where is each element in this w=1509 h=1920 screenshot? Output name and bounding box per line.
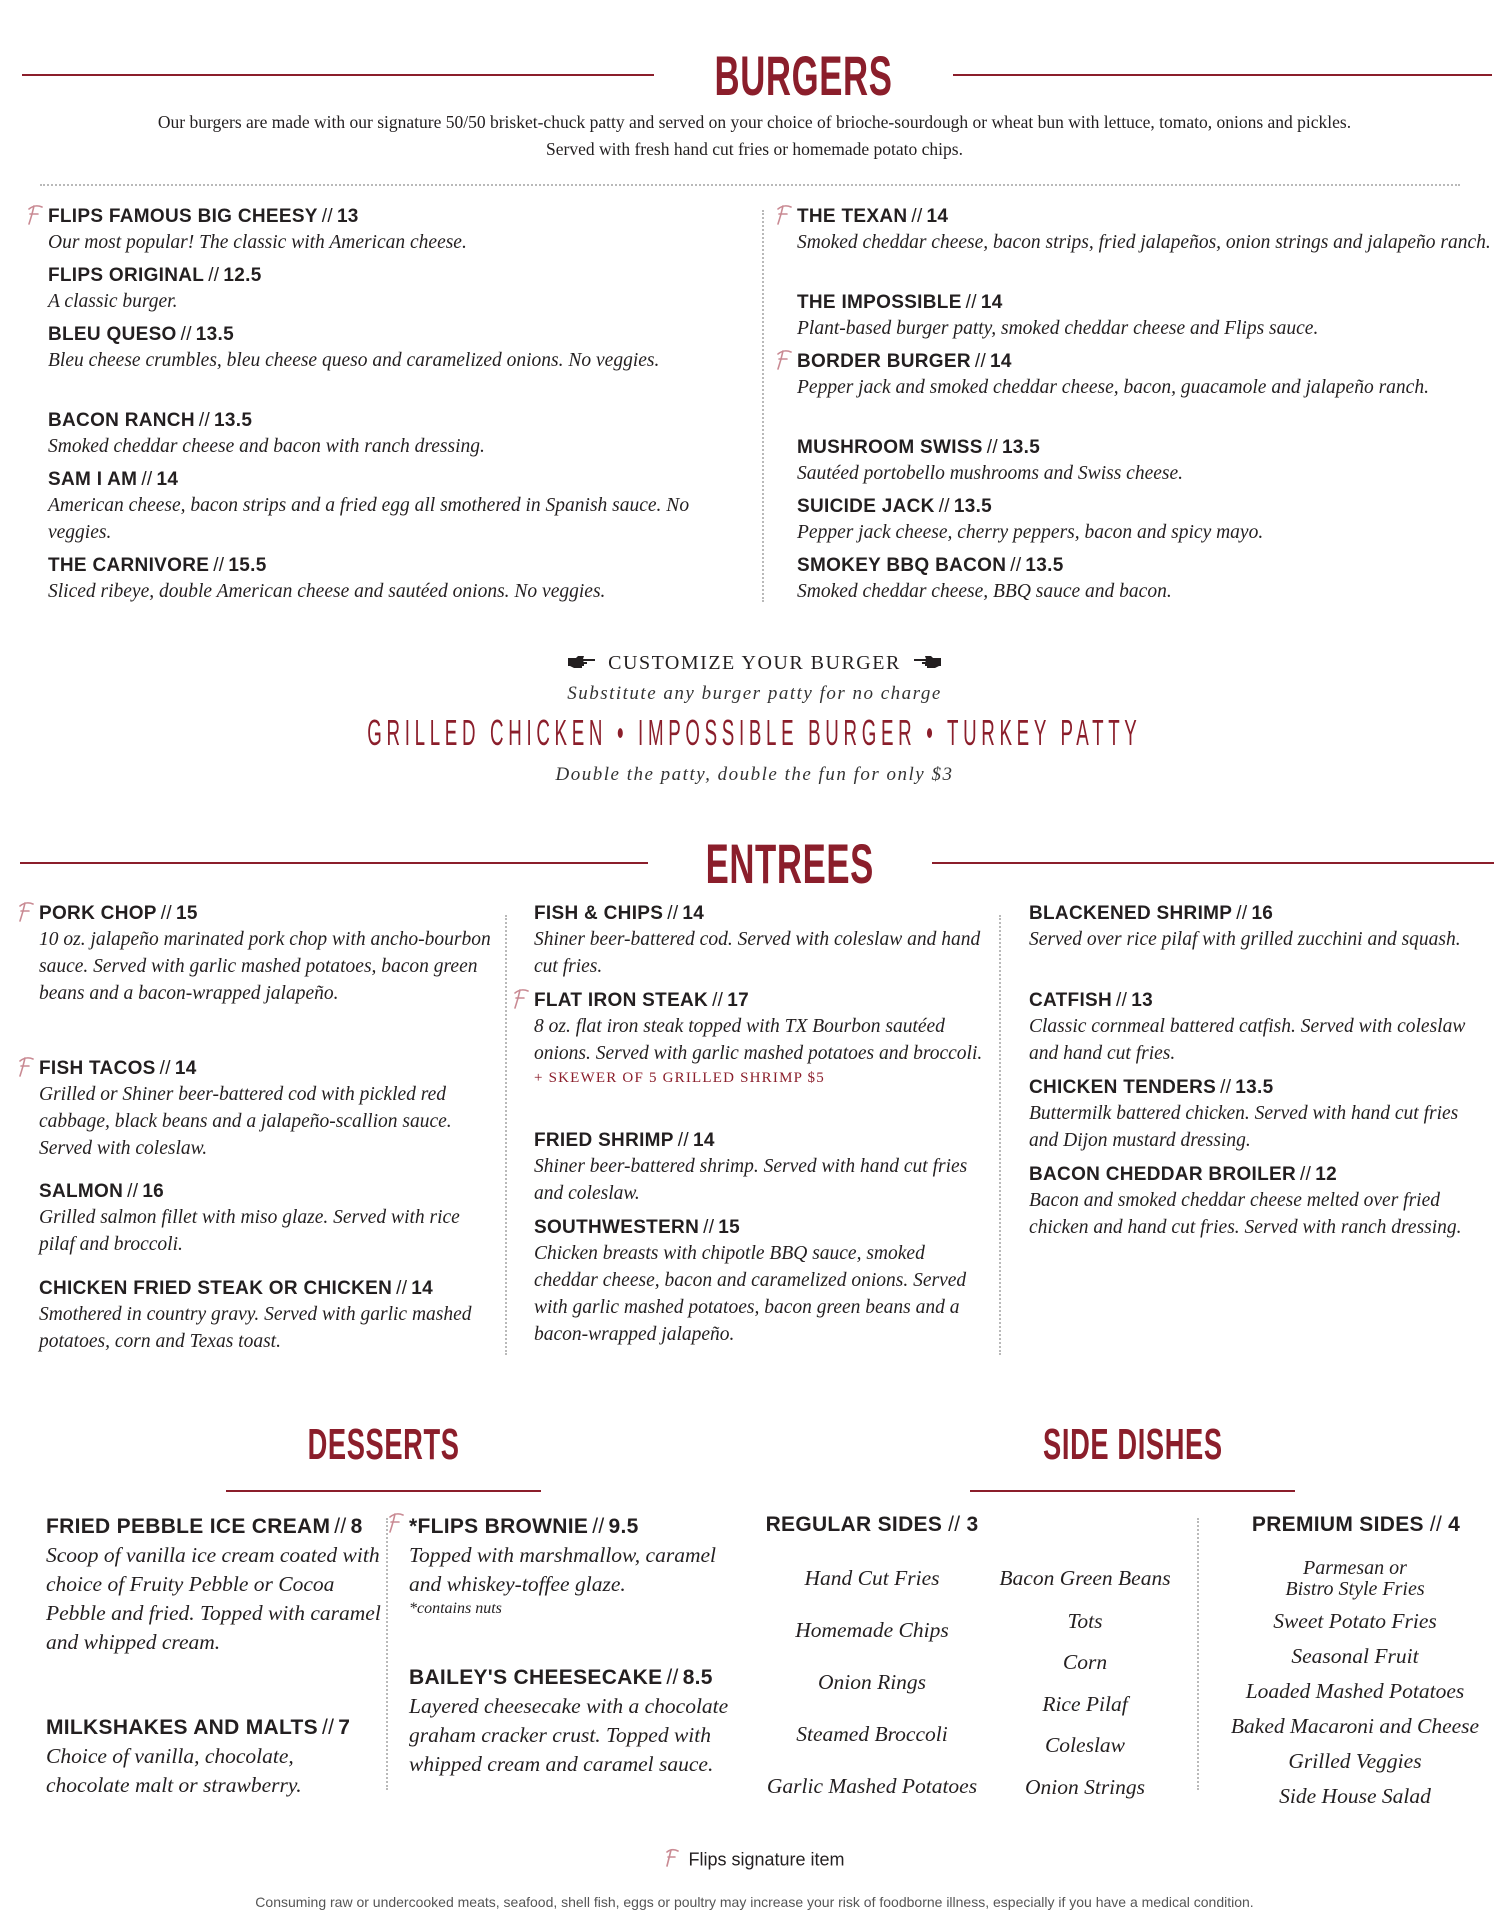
item-name: THE CARNIVORE xyxy=(48,555,210,576)
menu-item xyxy=(534,902,989,980)
item-price: 14 xyxy=(682,903,705,924)
item-title: FLAT IRON STEAK // 17 xyxy=(534,990,749,1011)
item-description: Scoop of vanilla ice cream coated with choice of Fruity Pebble or Cocoa Pebble and fried. Topped with caramel and whipped cream. xyxy=(46,1543,381,1654)
item-price: 15 xyxy=(175,903,198,924)
menu-item xyxy=(48,554,743,605)
item-description: Layered cheesecake with a chocolate graham cracker crust. Topped with whipped cream and caramel sauce. xyxy=(409,1694,729,1776)
menu-item xyxy=(48,205,743,256)
burgers-intro-line1: Our burgers are made with our signature 50/50 brisket-chuck patty and served on your choice of brioche-sourdough or wheat bun with lettuce, tomato, onions and pickles. xyxy=(157,112,1352,132)
premium-side-item: Bistro Style Fries xyxy=(1285,1578,1425,1600)
item-description: American cheese, bacon strips and a fried egg all smothered in Spanish sauce. No veggies. xyxy=(48,495,690,543)
legend-text: Flips signature item xyxy=(688,1849,845,1870)
item-description: Served over rice pilaf with grilled zucchini and squash. xyxy=(1029,929,1461,950)
item-description: Sliced ribeye, double American cheese and sautéed onions. No veggies. xyxy=(48,581,606,602)
side-item: Bacon Green Beans xyxy=(999,1566,1171,1590)
regular-sides-price: 3 xyxy=(966,1513,979,1536)
signature-item-icon xyxy=(387,1512,405,1534)
item-price: 17 xyxy=(727,990,749,1011)
item-price: 13.5 xyxy=(214,410,253,431)
item-description: A classic burger. xyxy=(48,291,178,312)
item-price: 12.5 xyxy=(223,265,262,286)
desserts-underline xyxy=(226,1490,541,1492)
customize-subtitle: Substitute any burger patty for no charge xyxy=(567,683,942,704)
disclaimer: Consuming raw or undercooked meats, seafood, shell fish, eggs or poultry may increase your risk of foodborne illness, especially if you have a medical condition. xyxy=(255,1894,1254,1910)
burgers-intro-line2: Served with fresh hand cut fries or homemade potato chips. xyxy=(546,139,963,159)
item-name: CATFISH xyxy=(1029,990,1113,1011)
item-price: 14 xyxy=(156,469,179,490)
item-price: 14 xyxy=(980,292,1003,313)
item-description: Pepper jack cheese, cherry peppers, bacon and spicy mayo. xyxy=(797,522,1264,543)
item-price: 13.5 xyxy=(1025,555,1064,576)
item-title: FRIED SHRIMP // 14 xyxy=(534,1130,715,1151)
item-description: Our most popular! The classic with American cheese. xyxy=(48,232,467,253)
item-description: Smoked cheddar cheese, BBQ sauce and bacon. xyxy=(797,581,1172,602)
item-price: 8 xyxy=(350,1515,363,1538)
pointing-hand-right-icon xyxy=(566,653,598,676)
item-title: SMOKEY BBQ BACON // 13.5 xyxy=(797,555,1064,576)
item-name: FISH & CHIPS xyxy=(534,903,664,924)
burgers-column-divider xyxy=(762,210,764,602)
menu-item xyxy=(46,1513,381,1657)
menu-item xyxy=(797,350,1492,401)
item-price: 13.5 xyxy=(195,324,234,345)
customize-heading xyxy=(0,652,1509,676)
signature-legend xyxy=(0,1848,1509,1873)
item-description: Shiner beer-battered cod. Served with coleslaw and hand cut fries. xyxy=(534,929,981,977)
item-title: CHICKEN FRIED STEAK OR CHICKEN // 14 xyxy=(39,1278,434,1299)
premium-side-item: Seasonal Fruit xyxy=(1291,1644,1419,1668)
item-title: BACON RANCH // 13.5 xyxy=(48,410,253,431)
entrees-title: ENTREES xyxy=(705,831,874,895)
item-name: SALMON xyxy=(39,1181,124,1202)
menu-item xyxy=(534,1216,989,1348)
item-description: Grilled salmon fillet with miso glaze. Served with rice pilaf and broccoli. xyxy=(39,1207,460,1255)
premium-side-item: Baked Macaroni and Cheese xyxy=(1230,1714,1480,1738)
item-name: FLAT IRON STEAK xyxy=(534,990,709,1011)
item-description: Buttermilk battered chicken. Served with hand cut fries and Dijon mustard dressing. xyxy=(1029,1103,1459,1151)
premium-side-item: Sweet Potato Fries xyxy=(1273,1609,1437,1633)
item-description: Smothered in country gravy. Served with garlic mashed potatoes, corn and Texas toast. xyxy=(39,1304,472,1352)
signature-item-icon xyxy=(775,349,793,371)
item-description: Plant-based burger patty, smoked cheddar cheese and Flips sauce. xyxy=(797,318,1319,339)
premium-side-item: Parmesan or xyxy=(1303,1557,1407,1579)
regular-sides-heading: REGULAR SIDES // 3 xyxy=(765,1513,979,1536)
menu-item xyxy=(48,323,743,374)
item-name: FLIPS FAMOUS BIG CHEESY xyxy=(48,206,318,227)
signature-icon xyxy=(664,1848,680,1873)
double-patty-note: Double the patty, double the fun for only $3 xyxy=(555,764,954,785)
item-title: SAM I AM // 14 xyxy=(48,469,179,490)
menu-item xyxy=(39,1180,494,1258)
side-item: Homemade Chips xyxy=(795,1618,949,1642)
item-description: 8 oz. flat iron steak topped with TX Bourbon sautéed onions. Served with garlic mashed potatoes and broccoli. xyxy=(534,1016,983,1064)
item-price: 14 xyxy=(990,351,1012,372)
item-name: BORDER BURGER xyxy=(797,351,971,372)
menu-item xyxy=(797,291,1492,342)
item-name: SUICIDE JACK xyxy=(797,496,935,517)
menu-item xyxy=(797,436,1492,487)
side-item: Onion Rings xyxy=(817,1670,927,1694)
menu-item xyxy=(39,1057,494,1162)
item-price: 13 xyxy=(1131,990,1153,1011)
menu-item xyxy=(48,409,743,460)
item-title: BORDER BURGER // 14 xyxy=(797,351,1012,372)
item-name: BACON RANCH xyxy=(48,410,195,431)
item-price: 14 xyxy=(692,1130,715,1151)
item-name: CHICKEN TENDERS xyxy=(1029,1077,1217,1098)
item-price: 15 xyxy=(718,1217,741,1238)
item-price: 13.5 xyxy=(1001,437,1041,458)
side-item: Hand Cut Fries xyxy=(804,1566,940,1590)
item-description: Chicken breasts with chipotle BBQ sauce, smoked cheddar cheese, bacon and caramelized onions. Served with garlic mashed potatoes, bacon green beans and a bacon-wrapped jalapeño. xyxy=(534,1243,967,1345)
item-title: BACON CHEDDAR BROILER // 12 xyxy=(1029,1164,1337,1185)
item-name: BLEU QUESO xyxy=(48,324,177,345)
patty-options: GRILLED CHICKEN • IMPOSSIBLE BURGER • TURKEY PATTY xyxy=(367,712,1142,753)
side-item: Corn xyxy=(1062,1650,1108,1674)
item-name: *FLIPS BROWNIE xyxy=(409,1515,589,1538)
item-addon: + SKEWER OF 5 GRILLED SHRIMP $5 xyxy=(534,1070,825,1086)
item-description: Choice of vanilla, chocolate, chocolate malt or strawberry. xyxy=(46,1744,302,1797)
premium-side-item: Side House Salad xyxy=(1279,1784,1431,1808)
item-name: SOUTHWESTERN xyxy=(534,1217,700,1238)
menu-item xyxy=(1029,902,1484,953)
item-description: Smoked cheddar cheese, bacon strips, fried jalapeños, onion strings and jalapeño ranch. xyxy=(797,232,1491,253)
header-rule-right xyxy=(953,74,1492,76)
item-name: BAILEY'S CHEESECAKE xyxy=(409,1666,663,1689)
signature-item-icon xyxy=(775,204,793,226)
menu-item xyxy=(409,1664,744,1779)
item-name: MUSHROOM SWISS xyxy=(797,437,983,458)
signature-item-icon xyxy=(26,204,44,226)
header-rule-left xyxy=(20,862,648,864)
menu-item xyxy=(48,264,743,315)
item-title: CHICKEN TENDERS // 13.5 xyxy=(1029,1077,1274,1098)
item-price: 16 xyxy=(1251,903,1274,924)
item-title: FISH & CHIPS // 14 xyxy=(534,903,705,924)
item-title: FLIPS FAMOUS BIG CHEESY // 13 xyxy=(48,206,359,227)
item-description: Classic cornmeal battered catfish. Served with coleslaw and hand cut fries. xyxy=(1029,1016,1466,1064)
entrees-header xyxy=(20,828,1494,898)
entrees-divider-1 xyxy=(505,915,507,1355)
regular-sides-title: REGULAR SIDES xyxy=(765,1513,943,1536)
menu-item xyxy=(409,1513,744,1619)
customize-options-line xyxy=(0,712,1509,754)
burgers-divider xyxy=(40,184,1460,186)
item-title: THE IMPOSSIBLE // 14 xyxy=(797,292,1003,313)
item-title: SUICIDE JACK // 13.5 xyxy=(797,496,993,517)
side-item: Coleslaw xyxy=(1044,1733,1126,1757)
menu-item xyxy=(797,205,1492,256)
item-price: 13.5 xyxy=(1235,1077,1274,1098)
item-title: SALMON // 16 xyxy=(39,1181,165,1202)
desserts-header xyxy=(226,1420,541,1470)
menu-item xyxy=(46,1714,381,1800)
item-price: 12 xyxy=(1315,1164,1337,1185)
item-title: FRIED PEBBLE ICE CREAM // 8 xyxy=(46,1515,363,1538)
sides-divider xyxy=(1197,1518,1199,1790)
item-price: 14 xyxy=(174,1058,197,1079)
entrees-divider-2 xyxy=(999,915,1001,1355)
item-name: BLACKENED SHRIMP xyxy=(1029,903,1233,924)
item-title: PORK CHOP // 15 xyxy=(39,903,198,924)
item-name: THE TEXAN xyxy=(797,206,908,227)
header-rule-left xyxy=(22,74,654,76)
item-title: BLACKENED SHRIMP // 16 xyxy=(1029,903,1274,924)
item-name: FLIPS ORIGINAL xyxy=(48,265,205,286)
sides-header xyxy=(970,1420,1295,1470)
side-item: Garlic Mashed Potatoes xyxy=(766,1774,978,1798)
sides-underline xyxy=(970,1490,1295,1492)
customize-title: CUSTOMIZE YOUR BURGER xyxy=(608,652,901,674)
item-name: FRIED PEBBLE ICE CREAM xyxy=(46,1515,331,1538)
pointing-hand-left-icon xyxy=(911,653,943,676)
item-price: 9.5 xyxy=(608,1515,639,1538)
item-name: PORK CHOP xyxy=(39,903,157,924)
item-name: CHICKEN FRIED STEAK OR CHICKEN xyxy=(39,1278,393,1299)
signature-item-icon xyxy=(512,988,530,1010)
item-title: FLIPS ORIGINAL // 12.5 xyxy=(48,265,262,286)
item-name: THE IMPOSSIBLE xyxy=(797,292,962,313)
desserts-title: DESSERTS xyxy=(307,1420,460,1469)
side-item: Steamed Broccoli xyxy=(796,1722,948,1746)
menu-item xyxy=(1029,1076,1484,1154)
menu-item xyxy=(39,1277,494,1355)
item-title: SOUTHWESTERN // 15 xyxy=(534,1217,741,1238)
burgers-title: BURGERS xyxy=(714,43,893,107)
item-title: MUSHROOM SWISS // 13.5 xyxy=(797,437,1041,458)
premium-side-item: Loaded Mashed Potatoes xyxy=(1245,1679,1465,1703)
menu-item xyxy=(1029,1163,1484,1241)
item-name: SAM I AM xyxy=(48,469,138,490)
desserts-divider xyxy=(386,1518,388,1790)
item-price: 15.5 xyxy=(228,555,267,576)
menu-item xyxy=(534,1129,989,1207)
sides-title: SIDE DISHES xyxy=(1042,1420,1223,1469)
header-rule-right xyxy=(932,862,1495,864)
item-price: 16 xyxy=(142,1181,165,1202)
item-description: Grilled or Shiner beer-battered cod with pickled red cabbage, black beans and a jalapeño-scallion sauce. Served with coleslaw. xyxy=(39,1084,452,1159)
item-title: *FLIPS BROWNIE // 9.5 xyxy=(409,1515,639,1538)
item-title: BAILEY'S CHEESECAKE // 8.5 xyxy=(409,1666,713,1689)
side-item: Tots xyxy=(1067,1609,1103,1633)
item-description: 10 oz. jalapeño marinated pork chop with ancho-bourbon sauce. Served with garlic mashed potatoes, bacon green beans and a bacon-wrapped jalapeño. xyxy=(39,929,491,1004)
item-description: Topped with marshmallow, caramel and whiskey-toffee glaze. xyxy=(409,1543,716,1596)
item-price: 8.5 xyxy=(682,1666,713,1689)
item-description: Bleu cheese crumbles, bleu cheese queso and caramelized onions. No veggies. xyxy=(48,350,660,371)
item-title: FISH TACOS // 14 xyxy=(39,1058,197,1079)
menu-item xyxy=(797,495,1492,546)
premium-sides-title: PREMIUM SIDES xyxy=(1251,1513,1424,1536)
side-item: Rice Pilaf xyxy=(1042,1692,1128,1716)
item-price: 13.5 xyxy=(953,496,993,517)
item-name: SMOKEY BBQ BACON xyxy=(797,555,1007,576)
item-price: 14 xyxy=(926,206,949,227)
item-name: FISH TACOS xyxy=(39,1058,156,1079)
item-title: THE TEXAN // 14 xyxy=(797,206,949,227)
item-price: 14 xyxy=(411,1278,434,1299)
menu-item xyxy=(39,902,494,1007)
premium-sides-heading: PREMIUM SIDES // 4 xyxy=(1251,1513,1461,1536)
item-title: CATFISH // 13 xyxy=(1029,990,1153,1011)
item-description: Smoked cheddar cheese and bacon with ranch dressing. xyxy=(48,436,485,457)
item-description: Sautéed portobello mushrooms and Swiss cheese. xyxy=(797,463,1183,484)
signature-item-icon xyxy=(17,1056,35,1078)
item-price: 13 xyxy=(336,206,359,227)
item-name: BACON CHEDDAR BROILER xyxy=(1029,1164,1297,1185)
item-title: THE CARNIVORE // 15.5 xyxy=(48,555,267,576)
item-note: *contains nuts xyxy=(409,1600,502,1617)
item-name: MILKSHAKES AND MALTS xyxy=(46,1716,318,1739)
menu-item xyxy=(797,554,1492,605)
item-description: Shiner beer-battered shrimp. Served with hand cut fries and coleslaw. xyxy=(534,1156,968,1204)
side-item: Onion Strings xyxy=(1024,1775,1146,1799)
menu-item xyxy=(48,468,743,546)
item-title: MILKSHAKES AND MALTS // 7 xyxy=(46,1716,351,1739)
menu-item xyxy=(534,989,989,1089)
item-title: BLEU QUESO // 13.5 xyxy=(48,324,234,345)
signature-item-icon xyxy=(17,901,35,923)
item-name: FRIED SHRIMP xyxy=(534,1130,674,1151)
premium-sides-price: 4 xyxy=(1448,1513,1461,1536)
burgers-header xyxy=(22,40,1492,110)
item-price: 7 xyxy=(338,1716,351,1739)
item-description: Bacon and smoked cheddar cheese melted over fried chicken and hand cut fries. Served with ranch dressing. xyxy=(1029,1190,1462,1238)
menu-item xyxy=(1029,989,1484,1067)
premium-side-item: Grilled Veggies xyxy=(1288,1749,1422,1773)
item-description: Pepper jack and smoked cheddar cheese, bacon, guacamole and jalapeño ranch. xyxy=(797,377,1429,398)
